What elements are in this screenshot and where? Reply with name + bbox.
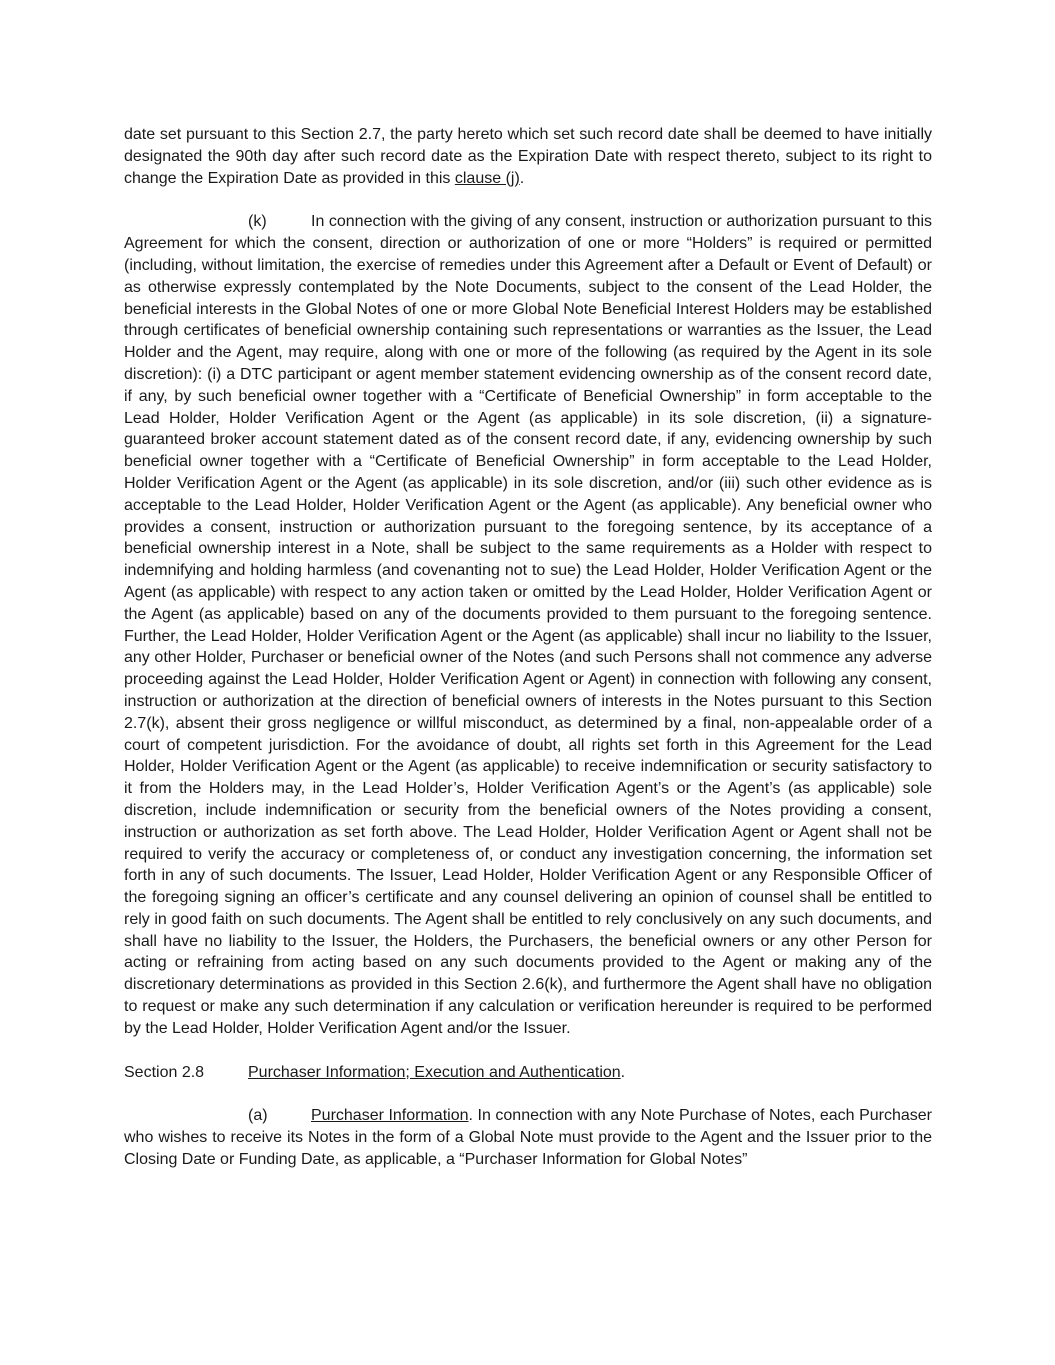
continuation-text: date set pursuant to this Section 2.7, the party hereto which set such record date shall be deemed to have initially designated the 90th day after such record date as the Expiration Date with respect thereto, subject to its right to change the Expiration Date as provided in this <box>124 126 932 187</box>
clause-reference: clause (j) <box>454 169 520 187</box>
paragraph-k-text: In connection with the giving of any consent, instruction or authorization pursuant to this Agreement for which the consent, direction or authorization of one or more “Holders” is required or permitted (including, without limitation, the exercise of remedies under this Agreement after a Default or Event of Default) or as otherwise expressly contemplated by the Note Documents, subject to the consent of the Lead Holder, the beneficial interests in the Global Notes of one or more Global Note Beneficial Interest Holders may be established through certificates of beneficial ownership containing such representations or warranties as the Issuer, the Lead Holder and the Agent, may require, along with one or more of the following (as required by the Agent in its sole discretion): (i) a DTC participant or agent member statement evidencing ownership as of the consent record date, if any, by such beneficial owner together with a “Certificate of Beneficial Ownership” in form acceptable to the Lead Holder, Holder Verification Agent or the Agent (as applicable) in its sole discretion, (ii) a signature-guaranteed broker account statement dated as of the consent record date, if any, evidencing ownership by such beneficial owner together with a “Certificate of Beneficial Ownership” in form acceptable to the Lead Holder, Holder Verification Agent or the Agent (as applicable) in its sole discretion, and/or (iii) such other evidence as is acceptable to the Lead Holder, Holder Verification Agent or the Agent (as applicable). Any beneficial owner who provides a consent, instruction or authorization pursuant to the foregoing sentence, by its acceptance of a beneficial ownership interest in a Note, shall be subject to the same requirements as a Holder with respect to indemnifying and holding harmless (and covenanting not to sue) the Lead Holder, Holder Verification Agent or the Agent (as applicable) with respect to any action taken or omitted by the Lead Holder, Holder Verification Agent or the Agent (as applicable) based on any of the documents provided to them pursuant to the foregoing sentence. Further, the Lead Holder, Holder Verification Agent or the Agent (as applicable) shall incur no liability to the Issuer, any other Holder, Purchaser or beneficial owner of the Notes (and such Persons shall not commence any adverse proceeding against the Lead Holder, Holder Verification Agent or Agent) in connection with following any consent, instruction or authorization at the direction of beneficial owners of interests in the Notes pursuant to this Section 2.7(k), absent their gross negligence or willful misconduct, as determined by a final, non-appealable order of a court of competent jurisdiction. For the avoidance of doubt, all rights set forth in this Agreement for the Lead Holder, Holder Verification Agent or the Agent (as applicable) to receive indemnification or security satisfactory to it from the Holders may, in the Lead Holder’s, Holder Verification Agent’s or the Agent’s (as applicable) sole discretion, include indemnification or security from the beneficial owners of the Notes providing a consent, instruction or authorization as set forth above. The Lead Holder, Holder Verification Agent or Agent shall not be required to verify the accuracy or completeness of, or conduct any investigation concerning, the information set forth in any of such documents. The Issuer, Lead Holder, Holder Verification Agent or any Responsible Officer of the foregoing signing an officer’s certificate and any counsel delivering an opinion of counsel shall be entitled to rely in good faith on such documents. The Agent shall be entitled to rely conclusively on any such documents, and shall have no liability to the Issuer, the Holders, the Purchasers, the beneficial owners or any other Person for acting or refraining from acting based on any such documents provided to the Agent or making any of the discretionary determinations as provided in this Section 2.6(k), and furthermore the Agent shall have no obligation to request or make any such determination if any calculation or verification hereunder is required to be performed by the Lead Holder, Holder Verification Agent and/or the Issuer. <box>124 213 932 1037</box>
paragraph-a-text: . In connection with any Note Purchase of Notes, each Purchaser who wishes to receive its Notes in the form of a Global Note must provide to the Agent and the Issuer prior to the Closing Date or Funding Date, as applicable, a “Purchaser Information for Global Notes” <box>124 1107 933 1169</box>
section-title-end: . <box>620 1063 626 1081</box>
section-heading <box>124 1062 932 1084</box>
section-title: Purchaser Information; Execution and Authentication <box>248 1063 621 1081</box>
paragraph-spacer <box>124 1040 932 1062</box>
section-number: Section 2.8 <box>124 1063 205 1081</box>
continuation-end: . <box>519 169 525 187</box>
paragraph-k-label: (k) <box>248 213 267 231</box>
paragraph-spacer <box>124 1083 932 1105</box>
paragraph-a-label: (a) <box>248 1107 268 1125</box>
continuation-paragraph <box>124 124 932 189</box>
paragraph-k <box>124 211 932 1039</box>
paragraph-a <box>124 1105 932 1170</box>
paragraph-a-caption: Purchaser Information <box>311 1107 469 1125</box>
paragraph-spacer <box>124 189 932 211</box>
document-page <box>124 124 932 1171</box>
